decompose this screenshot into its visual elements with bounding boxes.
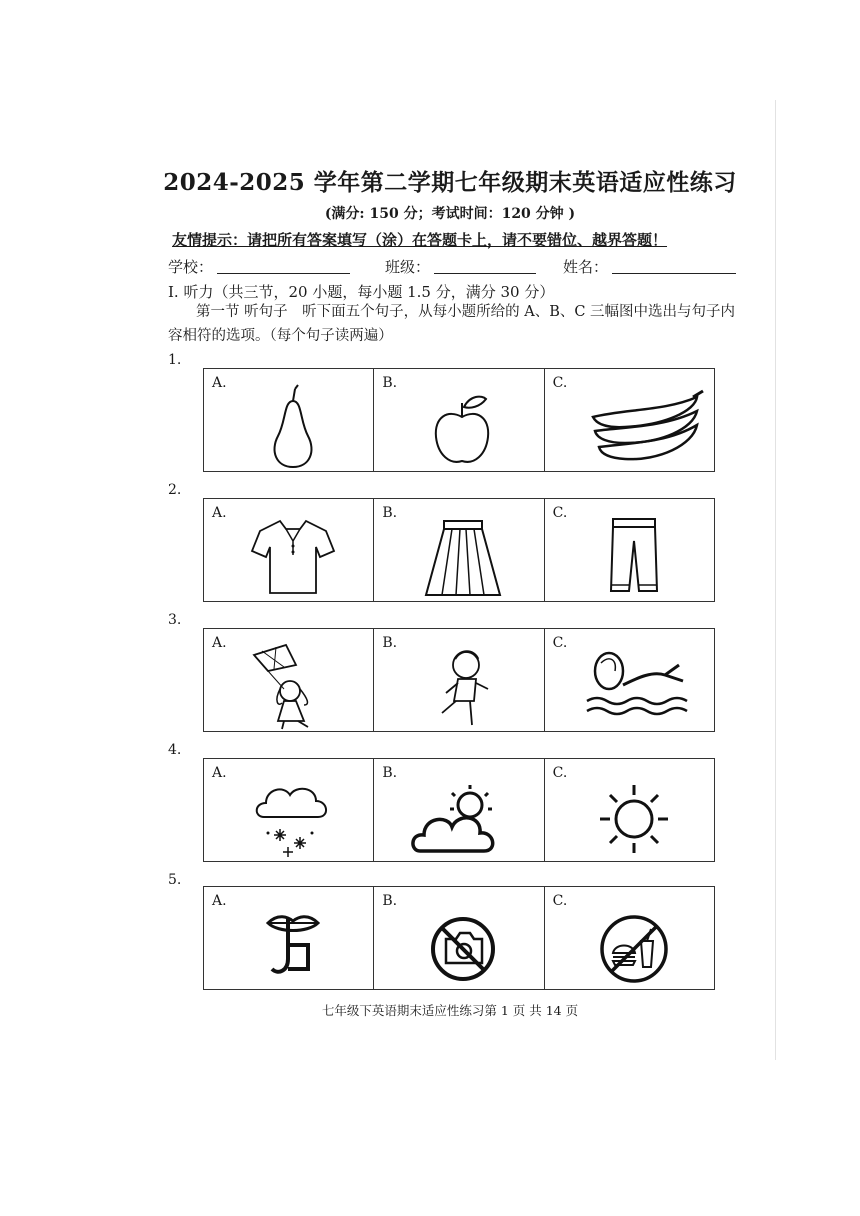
option-label: A.: [212, 635, 227, 651]
exam-title: 2024-2025 学年第二学期七年级期末英语适应性练习: [163, 169, 737, 196]
trousers-icon: [579, 511, 689, 601]
apple-icon: [408, 381, 518, 471]
option-a[interactable]: [204, 887, 374, 989]
question-number: 4.: [168, 742, 182, 758]
class-blank: [434, 259, 536, 274]
bananas-icon: [575, 381, 705, 471]
section-instructions: 第一节 听句子 听下面五个句子，从每小题所给的 A、B、C 三幅图中选出与句子内容相符的选项。（每个句子读两遍）: [168, 304, 736, 344]
option-c[interactable]: [545, 629, 714, 731]
school-field: [168, 256, 350, 277]
swimmer-icon: [569, 641, 699, 731]
option-label: C.: [552, 375, 568, 391]
boy-running-icon: [408, 641, 518, 731]
option-label: C.: [552, 765, 568, 781]
question-5-options: [203, 886, 715, 990]
option-a[interactable]: [204, 759, 374, 861]
option-label: B.: [382, 893, 398, 909]
question-number: 5.: [168, 872, 182, 888]
option-c[interactable]: [545, 759, 714, 861]
section-title: I. 听力（共三节，20 小题，每小题 1.5 分，满分 30 分）: [168, 283, 555, 301]
no-food-drink-icon: [579, 899, 689, 989]
option-label: B.: [382, 765, 398, 781]
snow-cloud-icon: [238, 771, 348, 861]
name-blank: [612, 259, 736, 274]
option-c[interactable]: [545, 887, 714, 989]
option-label: B.: [382, 505, 398, 521]
question-number: 3.: [168, 612, 182, 628]
friendly-notice: 友情提示：请把所有答案填写（涂）在答题卡上，请不要错位、越界答题！: [172, 231, 668, 249]
option-label: C.: [552, 893, 568, 909]
name-label: 姓名：: [563, 258, 609, 276]
option-label: A.: [212, 375, 227, 391]
option-label: A.: [212, 765, 227, 781]
keep-quiet-icon: [238, 899, 348, 989]
option-label: C.: [552, 635, 568, 651]
exam-subtitle: (满分: 150 分；考试时间：120 分钟 ): [324, 206, 576, 222]
option-label: B.: [382, 635, 398, 651]
girl-flying-kite-icon: [238, 641, 348, 731]
school-label: 学校：: [168, 258, 214, 276]
no-photos-icon: [408, 899, 518, 989]
option-b[interactable]: [374, 369, 544, 471]
option-b[interactable]: [374, 887, 544, 989]
option-b[interactable]: [374, 759, 544, 861]
option-b[interactable]: [374, 629, 544, 731]
skirt-icon: [408, 511, 518, 601]
page-edge: [775, 100, 776, 1060]
option-a[interactable]: [204, 499, 374, 601]
question-4-options: [203, 758, 715, 862]
option-a[interactable]: [204, 369, 374, 471]
option-label: A.: [212, 893, 227, 909]
option-label: A.: [212, 505, 227, 521]
option-b[interactable]: [374, 499, 544, 601]
option-label: B.: [382, 375, 398, 391]
page-footer: 七年级下英语期末适应性练习第 1 页 共 14 页: [321, 1003, 579, 1018]
pear-icon: [238, 381, 348, 471]
question-1-options: [203, 368, 715, 472]
option-a[interactable]: [204, 629, 374, 731]
question-number: 2.: [168, 482, 182, 498]
question-3-options: [203, 628, 715, 732]
option-c[interactable]: [545, 369, 714, 471]
school-blank: [217, 259, 350, 274]
polo-shirt-icon: [238, 511, 348, 601]
partly-cloudy-icon: [408, 771, 518, 861]
class-field: [385, 256, 536, 277]
option-label: C.: [552, 505, 568, 521]
class-label: 班级：: [385, 258, 431, 276]
name-field: [563, 256, 736, 277]
question-2-options: [203, 498, 715, 602]
question-number: 1.: [168, 352, 182, 368]
sun-icon: [579, 771, 689, 861]
option-c[interactable]: [545, 499, 714, 601]
